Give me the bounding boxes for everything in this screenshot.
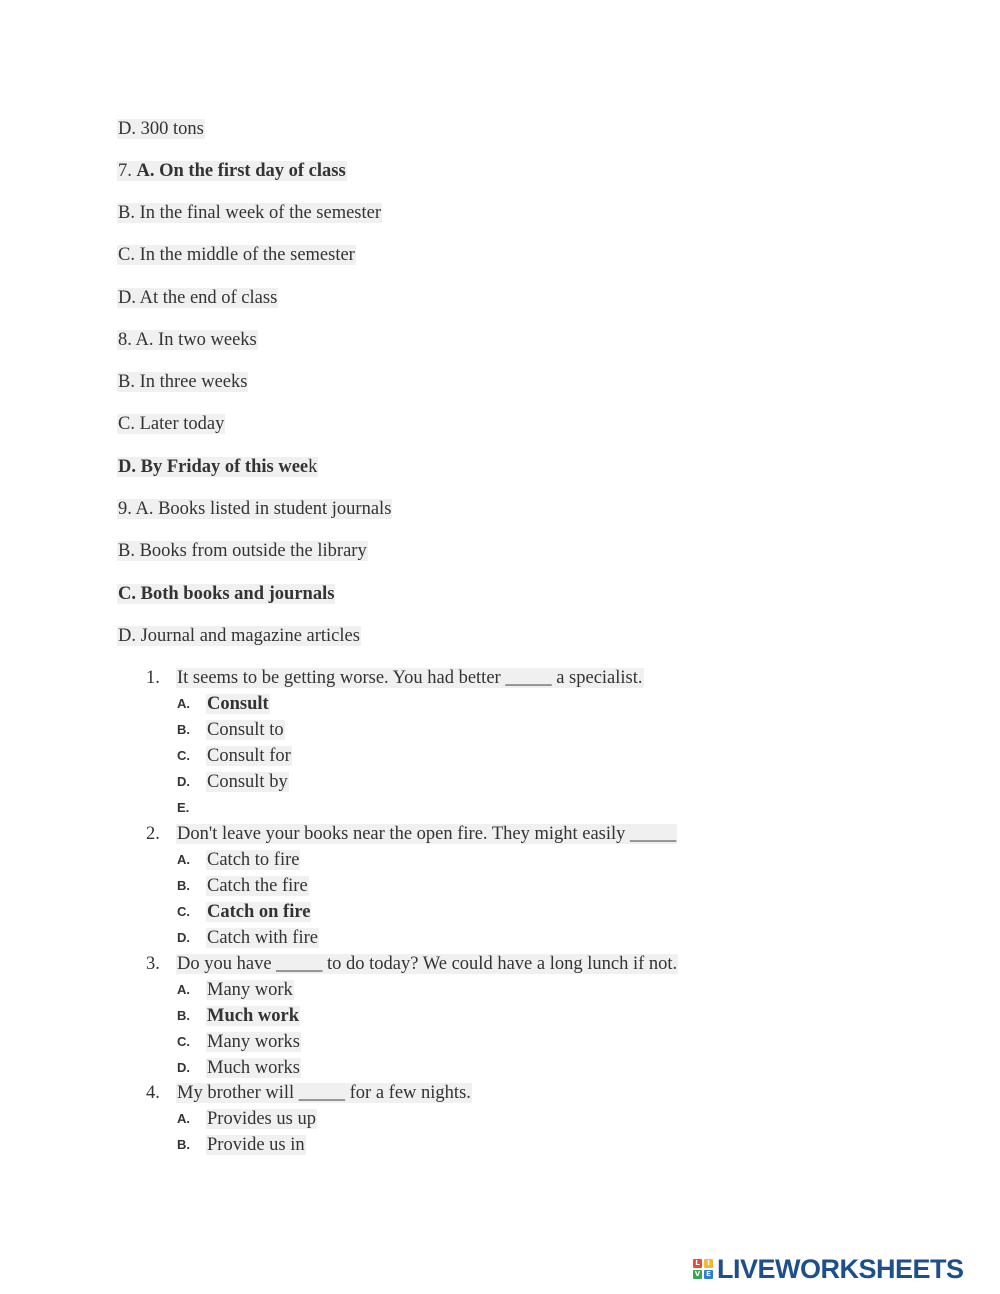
logo-grid-icon: L I V E <box>693 1259 713 1279</box>
answer-line <box>117 413 225 435</box>
question-text <box>176 667 644 689</box>
option-letter: B. <box>177 1008 190 1023</box>
question-text <box>176 1082 472 1104</box>
option-letter: A. <box>177 852 190 867</box>
option-text <box>206 719 285 741</box>
answer-segment: C. Later today <box>118 414 225 434</box>
option-text <box>206 849 300 871</box>
answer-segment: D. At the end of class <box>118 288 278 308</box>
option-text <box>206 1134 306 1156</box>
question-number: 2. <box>146 824 160 844</box>
answer-line-text <box>117 372 248 392</box>
answer-segment: 9. A. Books listed in student journals <box>118 499 392 519</box>
answer-segment: D. 300 tons <box>118 119 204 139</box>
question-number: 3. <box>146 954 160 974</box>
option-letter: A. <box>177 696 190 711</box>
answer-line <box>117 371 248 393</box>
answer-line <box>117 329 258 351</box>
answer-line-text <box>117 245 356 265</box>
option-text-span: Many works <box>207 1032 301 1052</box>
logo-text: LIVEWORKSHEETS <box>717 1254 964 1284</box>
answer-line-text <box>117 119 205 139</box>
option-letter: C. <box>177 748 190 763</box>
option-text <box>206 745 292 767</box>
answer-segment: B. Books from outside the library <box>118 541 367 561</box>
option-letter: C. <box>177 1034 190 1049</box>
option-letter: E. <box>177 800 190 815</box>
answer-line-text <box>117 626 361 646</box>
question-number: 4. <box>146 1083 160 1103</box>
question-text-span: My brother will _____ for a few nights. <box>177 1083 471 1103</box>
answer-line <box>117 118 205 140</box>
option-text <box>206 693 270 715</box>
question-text-span: Do you have _____ to do today? We could have a long lunch if not. <box>177 954 678 974</box>
answer-line <box>117 540 368 562</box>
option-text <box>206 1108 317 1130</box>
option-text <box>206 901 311 923</box>
option-text <box>206 1057 301 1079</box>
liveworksheets-logo <box>693 1254 964 1284</box>
option-text <box>206 875 309 897</box>
answer-segment: 8. A. In two weeks <box>118 330 257 350</box>
option-text <box>206 771 289 793</box>
answer-line-text <box>117 499 392 519</box>
option-text <box>206 927 319 949</box>
answer-segment: A. On the first day of class <box>136 161 346 181</box>
answer-line-text <box>117 414 225 434</box>
answer-segment: 7. <box>118 161 137 181</box>
answer-line-text <box>117 584 335 604</box>
option-letter: C. <box>177 904 190 919</box>
option-text <box>206 1005 300 1027</box>
option-text-span: Consult <box>207 694 269 714</box>
option-letter: D. <box>177 930 190 945</box>
option-text-span: Catch on fire <box>207 902 311 922</box>
option-letter: D. <box>177 1060 190 1075</box>
answer-line <box>117 456 318 478</box>
option-text-span: Many work <box>207 980 293 1000</box>
answer-segment: B. In three weeks <box>118 372 248 392</box>
answer-line-text <box>117 330 258 350</box>
answer-segment: D. By Friday of this wee <box>118 457 309 477</box>
answer-line-text <box>117 541 368 561</box>
option-text-span: Consult by <box>207 772 288 792</box>
answer-segment: B. In the final week of the semester <box>118 203 382 223</box>
question-text-span: It seems to be getting worse. You had better _____ a specialist. <box>177 668 643 688</box>
option-text-span: Much work <box>207 1006 299 1026</box>
option-text <box>206 1031 301 1053</box>
option-letter: B. <box>177 722 190 737</box>
option-letter: B. <box>177 878 190 893</box>
answer-segment: C. Both books and journals <box>118 584 335 604</box>
option-text-span: Much works <box>207 1058 301 1078</box>
answer-line <box>117 160 347 182</box>
answer-line <box>117 498 392 520</box>
option-text-span: Provides us up <box>207 1109 316 1129</box>
option-text-span: Catch the fire <box>207 876 308 896</box>
answer-segment: C. In the middle of the semester <box>118 245 355 265</box>
option-text-span: Catch with fire <box>207 928 318 948</box>
answer-line <box>117 583 335 605</box>
option-letter: D. <box>177 774 190 789</box>
answer-line <box>117 202 382 224</box>
option-text-span: Consult to <box>207 720 284 740</box>
option-text <box>206 979 294 1001</box>
answer-line-text <box>117 457 318 477</box>
answer-line <box>117 244 356 266</box>
option-letter: A. <box>177 982 190 997</box>
answer-segment: D. Journal and magazine articles <box>118 626 360 646</box>
answer-line-text <box>117 161 347 181</box>
question-number: 1. <box>146 668 160 688</box>
answer-line-text <box>117 203 382 223</box>
option-letter: A. <box>177 1111 190 1126</box>
option-text-span: Catch to fire <box>207 850 300 870</box>
answer-segment: k <box>308 457 318 477</box>
question-text-span: Don't leave your books near the open fire. They might easily _____ <box>177 824 677 844</box>
question-text <box>176 953 678 975</box>
option-text-span: Provide us in <box>207 1135 305 1155</box>
answer-line <box>117 287 278 309</box>
question-text <box>176 823 677 845</box>
answer-line-text <box>117 288 278 308</box>
option-letter: B. <box>177 1137 190 1152</box>
option-text-span: Consult for <box>207 746 291 766</box>
answer-line <box>117 625 361 647</box>
